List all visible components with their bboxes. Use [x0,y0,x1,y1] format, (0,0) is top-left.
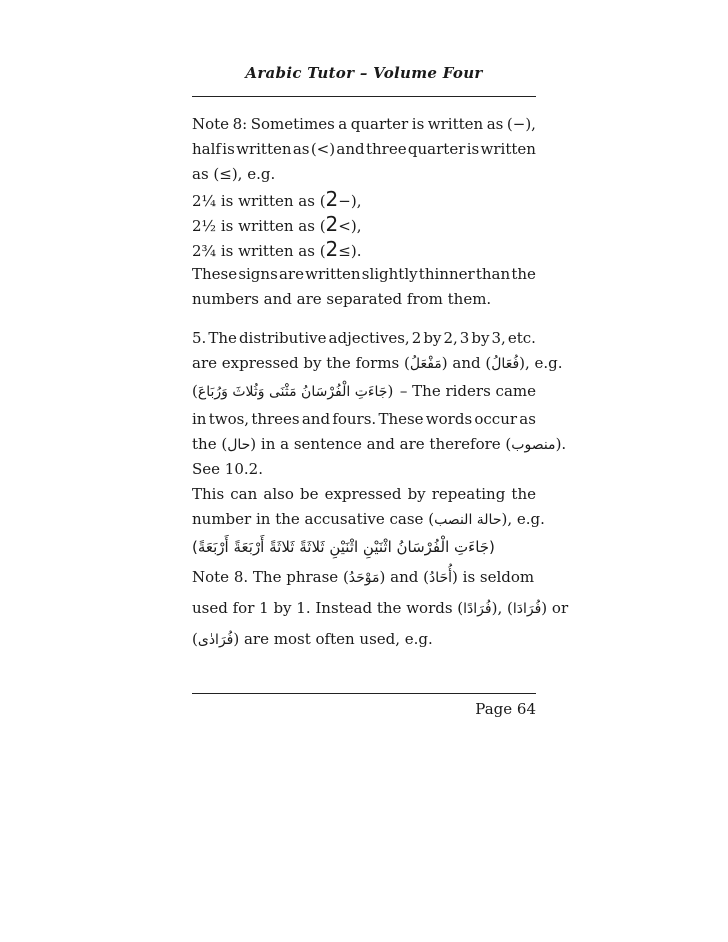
word: also [263,485,294,503]
section5-line-4 [192,407,536,432]
word: and [301,410,331,428]
word: as [292,140,310,158]
word: fours. [332,410,377,428]
section5-line-1 [192,326,536,351]
header-rule [192,96,536,97]
word: Sometimes [250,115,335,133]
word: distributive [238,329,327,347]
word: expressed [324,485,402,503]
note8-line-3: as (≤), e.g. [192,165,276,183]
example-quarter: 2¼ is written as (2−), [192,187,362,211]
word: 2 [411,329,422,347]
word: is [222,140,235,158]
word: 3, [491,329,506,347]
word: half [192,140,221,158]
word: as [519,410,536,428]
word: These [378,410,424,428]
word: the [511,485,536,503]
word: be [299,485,319,503]
section5-line-6: See 10.2. [192,460,263,478]
page-number: Page 64 [475,700,536,718]
word: and [336,140,365,158]
word: threes [251,410,300,428]
running-header: Arabic Tutor – Volume Four [245,64,483,82]
word: is [411,115,425,133]
note8b-line-3: (فُرَادٰى) are most often used, e.g. [192,630,433,648]
word: are [278,265,304,283]
word: 3 [459,329,470,347]
word: twos, [208,410,250,428]
example-three-quarter: 2¾ is written as (2≤). [192,237,362,261]
word: (−), [506,115,536,133]
word: signs [238,265,278,283]
word: words [425,410,473,428]
word: written [480,140,536,158]
page-body [192,112,569,655]
word: slightly [361,265,418,283]
section5-line-5: the (حال) in a sentence and are therefore (منصوب). [192,435,567,453]
word: 5. [192,329,207,347]
word: in [192,410,207,428]
arabic-example-1: جَاءَتِ الْفُرْسَانُ مَثْنَى وَثُلاثَ وَرُبَاعَ [197,384,388,400]
word: (<) [310,140,336,158]
note8-line-1 [192,112,536,137]
word: as [486,115,504,133]
word: occur [474,410,518,428]
word: than [475,265,511,283]
section5-line-3: (جَاءَتِ الْفُرْسَانُ مَثْنَى وَثُلاثَ وَرُبَاعَ) – The riders came [192,382,536,400]
word: written [236,140,292,158]
word: the [511,265,536,283]
note8-line-2 [192,137,536,162]
word: written [427,115,484,133]
word: is [466,140,480,158]
word: can [230,485,258,503]
word: thinner [418,265,475,283]
word: by [471,329,490,347]
word: by [423,329,442,347]
section5-line-2: are expressed by the forms (مَفْعَلُ) and (فُعَالُ), e.g. [192,354,563,372]
signs-line-1 [192,262,536,287]
word: 8: [232,115,248,133]
word: written [305,265,361,283]
word: repeating [431,485,506,503]
section5-line-7 [192,482,536,507]
word: etc. [507,329,536,347]
footer-rule [192,693,536,694]
word: a [338,115,348,133]
word: quarter [350,115,409,133]
word: quarter [407,140,466,158]
signs-line-2: numbers and are separated from them. [192,290,492,308]
word: 2, [443,329,458,347]
word: Note [192,115,230,133]
word: adjectives, [328,329,410,347]
word: three [365,140,407,158]
note8b-line-2: used for 1 by 1. Instead the words (فُرَادًا), (فُرَادَا) or [192,599,569,617]
section5-line-8: number in the accusative case (حالة النصب), e.g. [192,510,545,528]
word: The [208,329,237,347]
arabic-example-2: (جَاءَتِ الْفُرْسَانُ اثْنَيْنِ اثْنَيْنِ ثَلاثَةً ثَلاثَةً أَرْبَعَةً أَرْبَعَةً) [192,538,495,556]
word: These [192,265,238,283]
note8b-line-1: Note 8. The phrase (مَوْحَدُ) and (أُحَادُ) is seldom [192,568,535,586]
word: This [192,485,225,503]
example-half: 2½ is written as (2<), [192,212,362,236]
word: by [407,485,426,503]
paragraph-gap [192,312,536,326]
